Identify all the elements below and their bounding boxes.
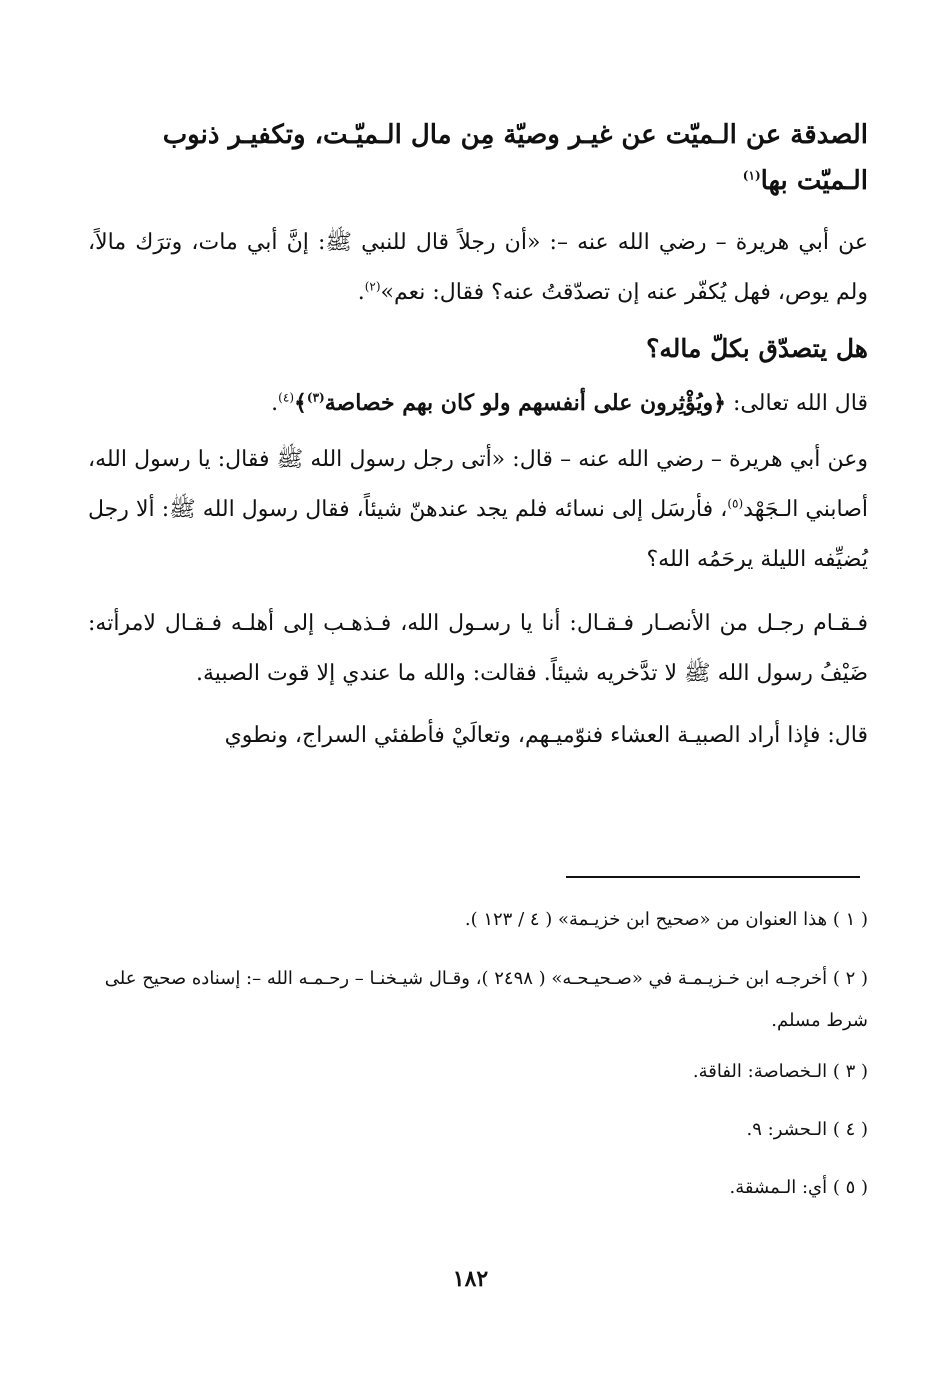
hadith-paragraph-1 — [88, 218, 868, 318]
hadith-2-part1: وعن أبي هريرة – رضي الله عنه – قال: «أتى رجل رسول الله ﷺ فقال: يا رسول الله، أصابني الـجَهْد — [88, 447, 868, 522]
footnote-3: ( ٣ ) الـخصاصة: الفاقة. — [692, 1061, 868, 1082]
footnote-1: ( ١ ) هذا العنوان من «صحيح ابن خزيـمة» ( ٤ / ١٢٣ ). — [464, 909, 868, 930]
footnote-ref-4: (٤) — [278, 390, 294, 405]
hadith-1-end: . — [357, 280, 365, 305]
hadith-2-part2: ، فأرسَل إلى نسائه فلم يجد عندهنّ شيئاً، فقال رسول الله ﷺ: ألا رجل يُضيِّفه الليلة يرحَمُه الله؟ — [88, 497, 868, 572]
hadith-1-text: عن أبي هريرة – رضي الله عنه –: «أن رجلاً قال للنبي ﷺ: إنَّ أبي مات، وترَك مالاً، ولم يوص، فهل يُكفّر عنه إن تصدّقتُ عنه؟ فقال: نعم» — [88, 230, 868, 305]
verse-intro: قال الله تعالى: — [726, 391, 868, 416]
footnote-ref-3: (٣) — [306, 390, 325, 405]
section-title-line2 — [88, 158, 868, 204]
footnote-ref-5: (٥) — [727, 496, 744, 511]
verse-close: ﴾ — [294, 390, 307, 416]
hadith-paragraph-2 — [88, 435, 868, 585]
verse-quote: ﴿ويُؤْثِرون على أنفسهم ولو كان بهم خصاصة — [324, 390, 727, 416]
footnote-2: ( ٢ ) أخرجـه ابن خـزيـمـة في «صـحيـحـه» ( ٢٤٩٨ )، وقـال شيـخنـا – رحـمـه الله –: إسناده صحيح على شرط مسلم. — [104, 968, 868, 1031]
page-number: ١٨٢ — [452, 1266, 489, 1292]
footnote-4: ( ٤ ) الـحشر: ٩. — [746, 1119, 868, 1140]
footnote-ref-2: (٢) — [364, 279, 381, 294]
footnote-ref-1: (١) — [742, 168, 761, 183]
main-text — [88, 112, 868, 761]
paragraph-4: قال: فإذا أراد الصبيـة العشاء فنوّميـهم، وتعالَيْ فأطفئي السراج، ونطوي — [224, 723, 868, 748]
section-title — [88, 112, 868, 204]
paragraph-3: فـقـام رجـل من الأنصـار فـقـال: أنا يا رسـول الله، فـذهـب إلى أهلـه فـقـال لامرأته: ضَيْفُ رسول الله ﷺ لا تدَّخريه شيئاً. فقالت: والله ما عندي إلا قوت الصبية. — [88, 611, 868, 686]
footnote-divider — [566, 876, 860, 878]
section-title-line2-text: الـميّت بها — [760, 166, 868, 196]
footnote-5: ( ٥ ) أي: الـمشقة. — [729, 1177, 868, 1198]
verse-paragraph — [88, 378, 868, 429]
verse-text — [294, 390, 726, 416]
subheading: هل يتصدّق بكلّ ماله؟ — [646, 334, 868, 363]
verse-end: . — [271, 391, 279, 416]
footnotes — [88, 900, 868, 1226]
section-title-line1: الصدقة عن الـميّت عن غيـر وصيّة مِن مال الـميّـت، وتكفيـر ذنوب — [162, 120, 868, 150]
